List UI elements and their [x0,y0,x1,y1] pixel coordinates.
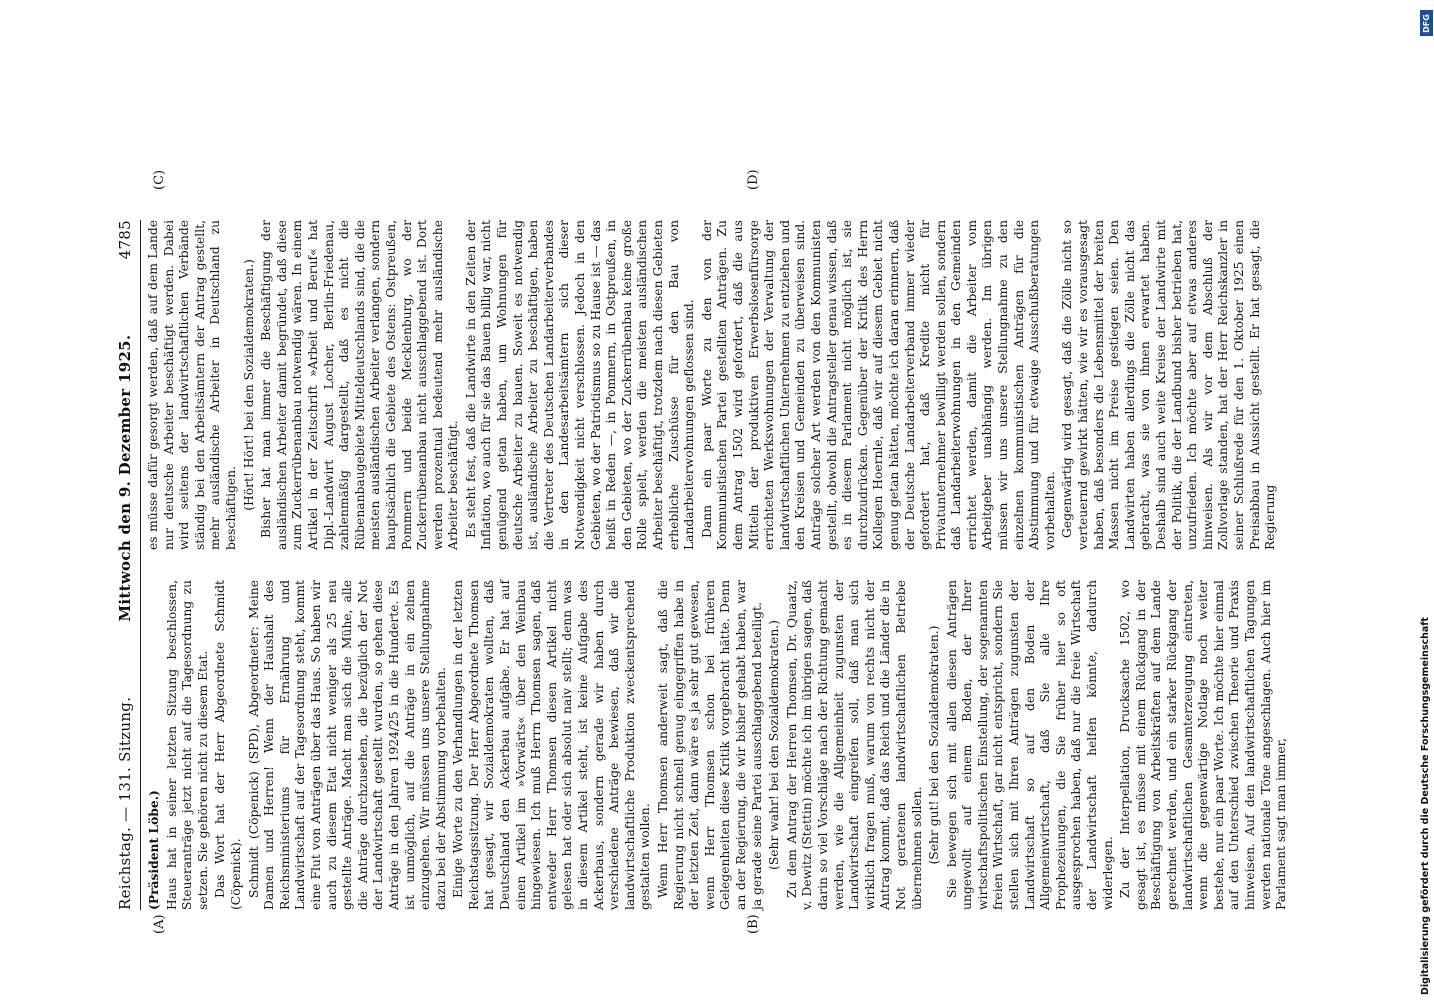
margin-marker-a: (A) [152,914,167,934]
page-header [112,220,138,910]
right-column [146,220,1281,550]
interjection: (Sehr gut! bei den Sozialdemokraten.) [927,625,942,865]
paragraph: Schmidt (Cöpenick) (SPD), Abgeordneter: Meine Damen und Herren! Wenn der Haushalt des Reichsministeriums für Ernährung und Landwirtschaft auf der Tagesordnung steht, kommt eine Flut von Anträgen über das Haus. So haben wir auch zu diesem Etat nicht weniger als 25 neu gestellte Anträge. Macht man sich die Mühe, alle die Anträge durchzusehen, die bezüglich der Not der Landwirtschaft gestellt wurden, so gehen diese Anträge in den Jahren 1924/25 in die Hunderte. Es ist unmöglich, auf die Anträge in ein zelnen einzugehen. Wir müssen uns unsere Stellungnahme dazu bei der Abstimmung vorbehalten. [246,580,448,910]
paragraph: Gegenwärtig wird gesagt, daß die Zölle nicht so verteuernd gewirkt hätten, wie wir es vorausgesagt haben, daß besonders die Lebensmittel der breiten Massen nicht im Preise gestiegen seien. Den Landwirten haben allerdings die Zölle nicht das gebracht, was sie von ihnen erwartet haben. Deshalb sind auch weite Kreise der Landwirte mit der Politik, die der Landbund bisher betrieben hat, unzufrieden. Ich möchte aber auf etwas anderes hinweisen. Als wir vor dem Abschluß der Zollvorlage standen, hat der Herr Reichskanzler in seiner Schlußrede für den 1. Oktober 1925 einen Preisabbau in Aussicht gestellt. Er hat gesagt, die Regierung [1060,220,1278,550]
paragraph: Haus hat in seiner letzten Sitzung beschlossen, Steueranträge jetzt nicht auf die Tagesordnung zu setzen. Sie gehören nicht zu diesem Etat. [164,580,210,910]
margin-marker-b: (B) [746,914,761,934]
paragraph: Sie bewegen sich mit allen diesen Anträgen ungewollt auf einem Boden, der Ihrer wirtschaftspolitischen Einstellung, der sogenannten freien Wirtschaft, gar nicht entspricht, sondern Sie stellen sich mit Ihren Anträgen zugunsten der Landwirtschaft so auf den Boden der Allgemeinwirtschaft, daß Sie alle Ihre Prophezeiungen, die Sie früher hier so oft ausgesprochen haben, daß nur die freie Wirtschaft der Landwirtschaft helfen könnte, dadurch widerlegen. [944,580,1115,910]
funding-note: Digitalisierung gefördert durch die Deutsche Forschungsgemeinschaft [1420,617,1431,995]
header-left: Reichstag. — 131. Sitzung. [116,696,134,910]
margin-marker-d: (D) [746,169,761,190]
header-date: Mittwoch den 9. Dezember 1925. [116,334,134,622]
paragraph: Dann ein paar Worte zu den von der Kommunistischen Partei gestellten Anträgen. Zu dem Antrag 1502 wird gefordert, daß die aus Mitteln der produktiven Erwerbslosenfürsorge errichteten Werkswohnungen der Verwaltung der landwirtschaftlichen Unternehmen zu entziehen und den Kreisen und Gemeinden zu überweisen sind. Anträge solcher Art werden von den Kommunisten gestellt, obwohl die Antragsteller genau wissen, daß es in diesem Parlament nicht möglich ist, sie durchzudrücken. Gegenüber der Kritik des Herrn Kollegen Hoernle, daß wir auf diesem Gebiet nicht genug getan hätten, möchte ich daran erinnern, daß der Deutsche Landarbeiterverband immer wieder gefordert hat, daß Kredite nicht für Privatunternehmer bewilligt werden sollen, sondern daß Landarbeiterwohnungen in den Gemeinden errichtet werden, damit die Arbeiter vom Arbeitgeber unabhängig werden. Im übrigen müssen wir uns unsere Stellungnahme zu den einzelnen kommunistischen Anträgen für die Abstimmung und für etwaige Ausschußberatungen vorbehalten. [699,220,1057,550]
margin-marker-c: (C) [152,169,167,190]
paragraph: Einige Worte zu den Verhandlungen in der letzten Reichstagssitzung. Der Herr Abgeordnete Thomsen hat gesagt, wir Sozialdemokraten wollten, daß Deutschland den Ackerbau aufgäbe. Er hat auf einen Artikel im »Vorwärts« über den Weinbau hingewiesen. Ich muß Herrn Thomsen sagen, daß entweder Herr Thomsen diesen Artikel nicht gelesen hat oder sich absolut naiv stellt; denn was in diesem Artikel steht, ist keine Aufgabe des Ackerbaus, sondern gerade wir haben durch verschiedene Anträge bewiesen, daß wir die landwirtschaftliche Produktion zweckentsprechend gestalten wollen. [451,580,653,910]
paragraph: Wenn Herr Thomsen anderweit sagt, daß die Regierung nicht schnell genug eingegriffen habe in der letzten Zeit, dann wäre es ja sehr gut gewesen, wenn Herr Thomsen schon bei früheren Gelegenheiten diese Kritik vorgebracht hätte. Denn an der Regierung, die wir bisher gehabt haben, war ja gerade seine Partei ausschlaggebend beteiligt. [656,580,764,910]
interjection: (Sehr wahr! bei den Sozialdemokraten.) [767,620,782,870]
page-number: 4785 [116,220,134,260]
header-rule [140,220,141,910]
dfg-logo: DFG [1420,10,1433,36]
left-column [146,580,1292,910]
speaker-heading: (Präsident Löbe.) [146,790,161,910]
paragraph: Bisher hat man immer die Beschäftigung der ausländischen Arbeiter damit begründet, daß diese zum Zuckerrübenanbau notwendig wären. In einem Artikel in der Zeitschrift »Arbeit und Beruf« hat Dipl.-Landwirt August Locher, Berlin-Friedenau, zahlenmäßig dargestellt, daß es nicht die Rübenanbaugebiete Mitteldeutschlands sind, die die meisten ausländischen Arbeiter verlangen, sondern hauptsächlich die Gebiete des Ostens: Ostpreußen, Pommern und beide Mecklenburg, wo der Zuckerrübenanbau nicht ausschlaggebend ist. Dort werden prozentual bedeutend mehr ausländische Arbeiter beschäftigt. [259,220,461,550]
paragraph: Es steht fest, daß die Landwirte in den Zeiten der Inflation, wo auch für sie das Bauen billig war, nicht genügend getan haben, um Wohnungen für deutsche Arbeiter zu bauen. Soweit es notwendig ist, ausländische Arbeiter zu beschäftigen, haben die Vertreter des Deutschen Landarbeiterverbandes in den Landesarbeitsämtern sich dieser Notwendigkeit nicht verschlossen. Jedoch in den Gebieten, wo der Patriotismus so zu Hause ist — das heißt in Reden —, in Pommern, in Ostpreußen, in den Gebieten, wo der Zuckerrübenbau keine große Rolle spielt, werden die meisten ausländischen Arbeiter beschäftigt, trotzdem nach diesen Gebieten erhebliche Zuschüsse für den Bau von Landarbeiterwohnungen geflossen sind. [463,220,697,550]
paragraph: Zu der Interpellation, Drucksache 1502, wo gesagt ist, es müsse mit einem Rückgang in der Beschäftigung von Arbeitskräften auf dem Lande gerechnet werden, und ein starker Rückgang der landwirtschaftlichen Gesamterzeugung eintreten, wenn die gegenwärtige Notlage noch weiter bestehe, nur ein paar Worte. Ich möchte hier einmal auf den Unterschied zwischen Theorie und Praxis hinweisen. Auf den landwirtschaftlichen Tagungen werden nationale Töne angeschlagen. Auch hier im Parlament sagt man immer, [1118,580,1289,910]
paragraph: es müsse dafür gesorgt werden, daß auf dem Lande nur deutsche Arbeiter beschäftigt werden. Dabei wird seitens der landwirtschaftlichen Verbände ständig bei den Arbeitsämtern der Antrag gestellt, mehr ausländische Arbeiter in Deutschland zu beschäftigen. [146,220,238,550]
paragraph: Das Wort hat der Herr Abgeordnete Schmidt (Cöpenick). [213,580,243,910]
paragraph: Zu dem Antrag der Herren Thomsen, Dr. Quaatz, v. Dewitz (Stettin) möchte ich im übrigen sagen, daß darin so viel Vorschläge nach der Richtung gemacht werden, wie die Allgemeinheit zugunsten der Landwirtschaft eingreifen soll, daß man sich wirklich fragen muß, warum von rechts nicht der Antrag kommt, daß das Reich und die Länder die in Not geratenen landwirtschaftlichen Betriebe übernehmen sollen. [784,580,924,910]
interjection: (Hört! Hört! bei den Sozialdemokraten.) [241,259,256,511]
